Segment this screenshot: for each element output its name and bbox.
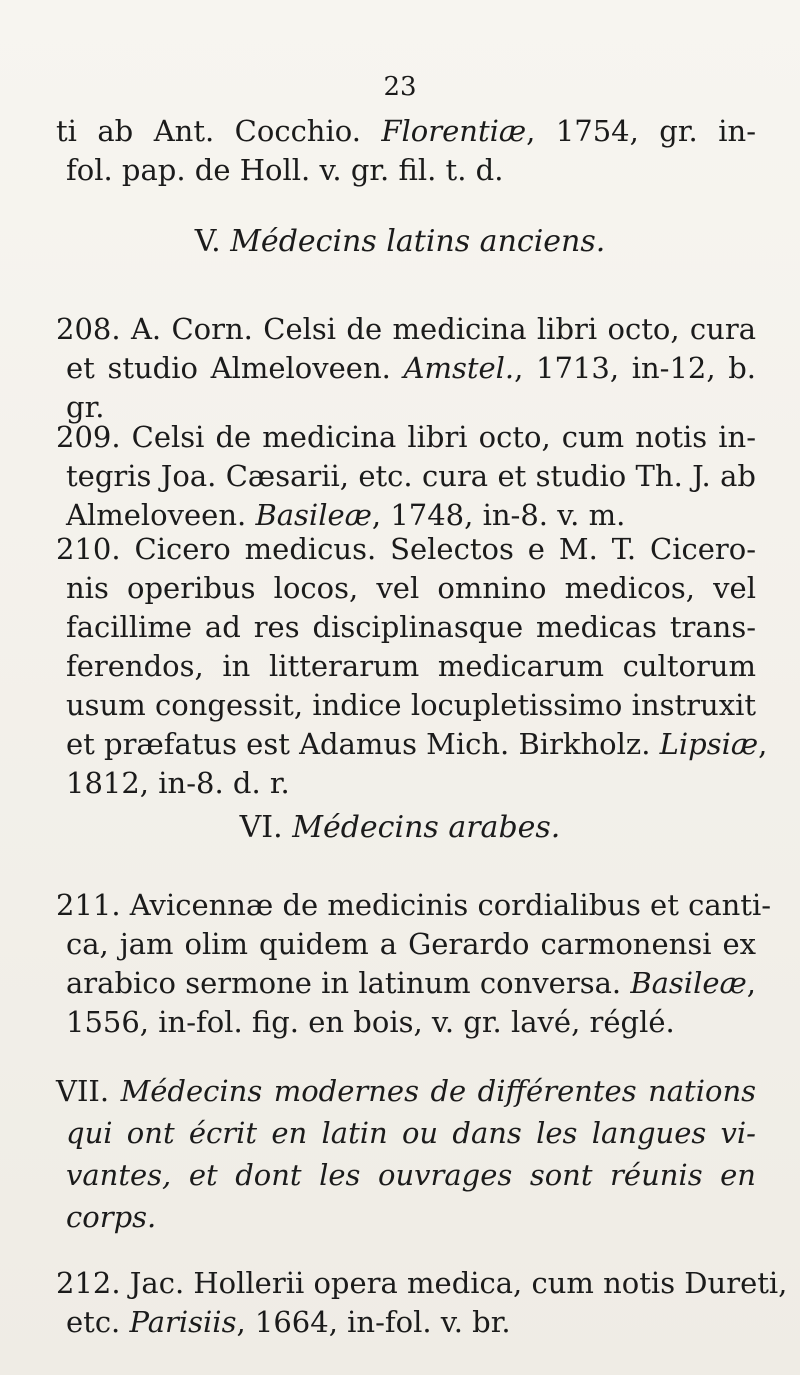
section-number: V. [194, 224, 221, 259]
text-run: Almeloveen. [66, 498, 256, 532]
text-run: 1812, in-8. d. r. [66, 766, 290, 800]
text-line [56, 112, 756, 151]
section-title-line: vantes, et dont les ouvrages sont réunis en [66, 1158, 756, 1192]
text-line [56, 1112, 756, 1154]
text-run: ti ab Ant. Cocchio. [56, 114, 382, 148]
text-line [56, 886, 772, 925]
text-line [56, 647, 756, 686]
text-run: tegris Joa. Cæsarii, etc. cura et studio Th. J. ab [66, 459, 756, 493]
text-line [56, 1003, 756, 1042]
section-title: Médecins arabes. [292, 810, 561, 845]
text-run: usum congessit, indice locupletissimo instruxit [66, 688, 756, 722]
section-title-line: corps. [66, 1200, 157, 1234]
section-heading-vi [0, 808, 800, 848]
text-line [56, 1264, 788, 1303]
place-name: Amstel. [403, 351, 515, 385]
text-line [56, 1196, 756, 1238]
place-name: Florentiæ [381, 114, 527, 148]
entry-211 [56, 886, 772, 1042]
text-line [56, 530, 756, 569]
entry-210 [56, 530, 768, 803]
section-number: VII. [56, 1074, 110, 1108]
text-run: , [746, 966, 756, 1000]
text-line [56, 1070, 756, 1112]
text-line [56, 725, 768, 764]
text-run: , 1748, in-8. v. m. [371, 498, 626, 532]
text-run: et studio Almeloveen. [66, 351, 404, 385]
text-line [56, 1154, 756, 1196]
text-run: etc. [66, 1305, 130, 1339]
text-line [56, 925, 756, 964]
text-line [56, 764, 756, 803]
place-name: Basileæ [630, 966, 747, 1000]
section-heading-v [0, 222, 800, 262]
text-run: 210. Cicero medicus. Selectos e M. T. Cicero- [56, 532, 756, 566]
section-title-line: Médecins modernes de différentes nations [120, 1074, 757, 1108]
text-line [56, 310, 756, 349]
text-run: nis operibus locos, vel omnino medicos, vel [66, 571, 756, 605]
text-run: 211. Avicennæ de medicinis cordialibus et canti- [56, 888, 772, 922]
text-line [56, 569, 756, 608]
text-run: et præfatus est Adamus Mich. Birkholz. [66, 727, 660, 761]
text-run: ferendos, in litterarum medicarum cultorum [66, 649, 756, 683]
text-run: 1556, in-fol. fig. en bois, v. gr. lavé, réglé. [66, 1005, 675, 1039]
text-line [56, 964, 756, 1003]
entry-207-continuation [56, 112, 756, 190]
text-run: 212. Jac. Hollerii opera medica, cum notis Dureti, [56, 1266, 788, 1300]
text-run: facillime ad res disciplinasque medicas trans- [66, 610, 756, 644]
entry-208 [56, 310, 756, 427]
text-line [56, 349, 756, 388]
section-title: Médecins latins anciens. [230, 224, 606, 259]
section-heading-vii [56, 1070, 756, 1238]
text-run: gr. [66, 390, 105, 424]
text-line [56, 457, 756, 496]
text-run: , [758, 727, 768, 761]
text-line [56, 608, 756, 647]
section-number: VI. [239, 810, 283, 845]
text-line [56, 686, 756, 725]
text-run: arabico sermone in latinum conversa. [66, 966, 631, 1000]
text-run: 208. A. Corn. Celsi de medicina libri octo, cura [56, 312, 756, 346]
section-title-line: qui ont écrit en latin ou dans les langues vi- [66, 1116, 756, 1150]
text-line [56, 418, 756, 457]
place-name: Lipsiæ [659, 727, 759, 761]
text-run: 209. Celsi de medicina libri octo, cum notis in- [56, 420, 756, 454]
text-run: , 1754, gr. in- [526, 114, 756, 148]
place-name: Parisiis [129, 1305, 237, 1339]
text-run: , 1713, in-12, b. [514, 351, 757, 385]
text-run: ca, jam olim quidem a Gerardo carmonensi ex [66, 927, 756, 961]
page-number: 23 [383, 72, 417, 102]
text-line [56, 1303, 756, 1342]
text-line [56, 151, 756, 190]
entry-209 [56, 418, 756, 535]
place-name: Basileæ [255, 498, 372, 532]
text-run: , 1664, in-fol. v. br. [236, 1305, 511, 1339]
text-run: fol. pap. de Holl. v. gr. fil. t. d. [66, 153, 504, 187]
entry-212 [56, 1264, 788, 1342]
